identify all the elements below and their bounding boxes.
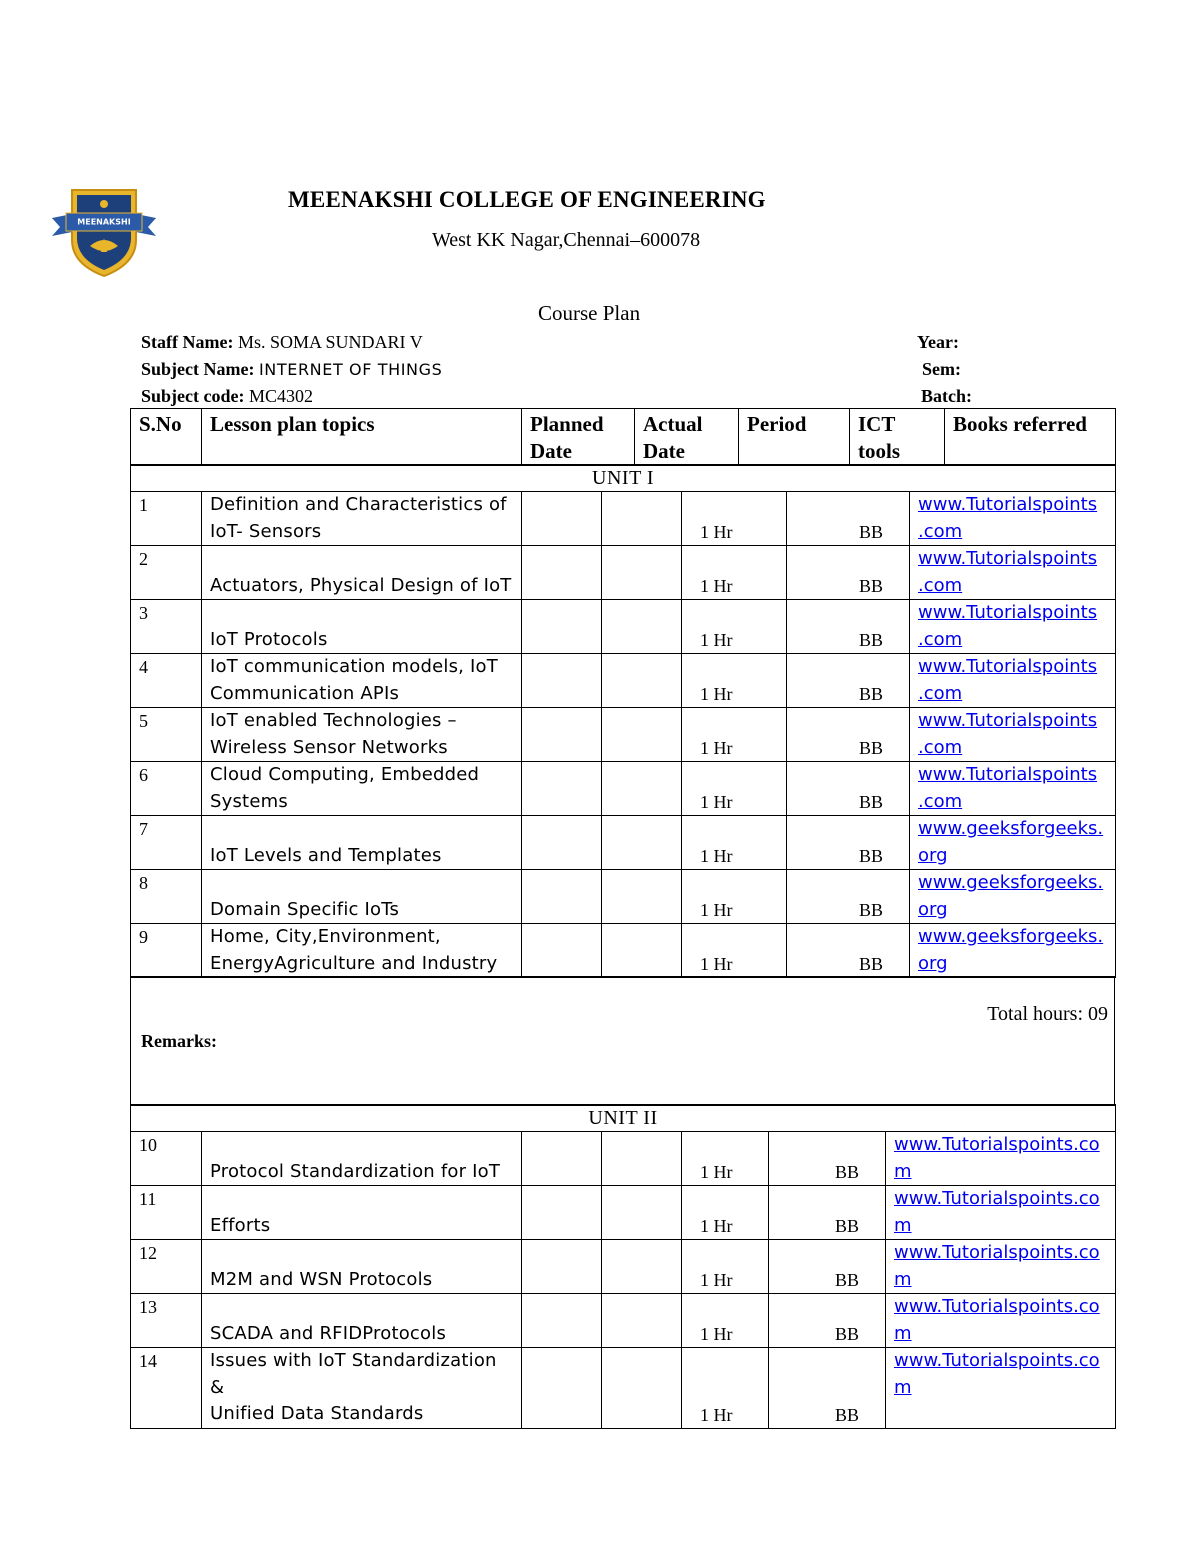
header-planned-date: Planned Date xyxy=(522,409,635,466)
row-actual-date[interactable] xyxy=(602,1186,682,1240)
row-book-link[interactable] xyxy=(910,492,1116,546)
row-topic xyxy=(202,870,522,924)
row-actual-date[interactable] xyxy=(602,546,682,600)
year-field xyxy=(917,332,959,353)
link-line-2[interactable]: m xyxy=(894,1322,912,1344)
staff-value: Ms. SOMA SUNDARI V xyxy=(237,332,423,352)
row-ict-tool: BB xyxy=(787,816,910,870)
link-line-1[interactable]: www.Tutorialspoints xyxy=(918,602,1098,623)
table-row xyxy=(131,492,1116,546)
row-planned-date[interactable] xyxy=(522,492,602,546)
row-sno: 5 xyxy=(131,708,202,762)
row-ict-tool: BB xyxy=(769,1186,886,1240)
topic-line-1: Home, City,Environment, xyxy=(210,926,441,947)
link-line-1[interactable]: www.geeksforgeeks. xyxy=(918,818,1104,839)
remarks-label: Remarks: xyxy=(141,1031,217,1051)
table-row xyxy=(131,1348,1116,1429)
row-topic xyxy=(202,654,522,708)
row-actual-date[interactable] xyxy=(602,654,682,708)
table-row xyxy=(131,1186,1116,1240)
row-actual-date[interactable] xyxy=(602,600,682,654)
topic-line-1 xyxy=(210,546,513,573)
topic-line-2: Domain Specific IoTs xyxy=(210,898,400,920)
topic-line-1: Cloud Computing, Embedded xyxy=(210,764,480,785)
row-sno: 8 xyxy=(131,870,202,924)
document-title: Course Plan xyxy=(538,301,641,325)
unit-2-table xyxy=(130,1104,1116,1429)
row-ict-tool: BB xyxy=(769,1240,886,1294)
college-address: West KK Nagar,Chennai–600078 xyxy=(432,229,701,251)
batch-label: Batch: xyxy=(921,386,972,406)
link-line-1[interactable]: www.Tutorialspoints.co xyxy=(894,1188,1100,1209)
unit-2-title: UNIT II xyxy=(131,1105,1116,1132)
row-actual-date[interactable] xyxy=(602,1348,682,1429)
subject-label: Subject Name: xyxy=(141,359,255,379)
row-actual-date[interactable] xyxy=(602,816,682,870)
course-plan-header-table xyxy=(130,408,1116,466)
row-period: 1 Hr xyxy=(682,1348,769,1429)
row-book-link[interactable] xyxy=(910,816,1116,870)
topic-line-2: Protocol Standardization for IoT xyxy=(210,1160,501,1182)
row-period: 1 Hr xyxy=(682,1132,769,1186)
topic-line-1 xyxy=(210,816,513,843)
sem-field xyxy=(922,359,961,380)
header-sno: S.No xyxy=(131,409,202,466)
row-sno: 12 xyxy=(131,1240,202,1294)
row-planned-date[interactable] xyxy=(522,708,602,762)
topic-line-2: M2M and WSN Protocols xyxy=(210,1268,433,1290)
topic-line-1: IoT communication models, IoT xyxy=(210,656,498,677)
row-planned-date[interactable] xyxy=(522,1132,602,1186)
topic-line-2: Actuators, Physical Design of IoT xyxy=(210,574,512,596)
row-actual-date[interactable] xyxy=(602,708,682,762)
row-book-link[interactable] xyxy=(886,1186,1116,1240)
header-actual-date: Actual Date xyxy=(635,409,739,466)
college-logo xyxy=(50,186,158,278)
row-topic xyxy=(202,1240,522,1294)
link-line-2[interactable]: .com xyxy=(918,682,963,704)
row-planned-date[interactable] xyxy=(522,762,602,816)
row-period: 1 Hr xyxy=(682,654,787,708)
row-topic xyxy=(202,762,522,816)
header-ict-tools: ICT tools xyxy=(850,409,945,466)
row-topic xyxy=(202,924,522,978)
link-line-1[interactable]: www.Tutorialspoints xyxy=(918,494,1098,515)
link-line-1[interactable]: www.geeksforgeeks. xyxy=(918,926,1104,947)
row-period: 1 Hr xyxy=(682,1186,769,1240)
row-book-link[interactable] xyxy=(910,600,1116,654)
table-row xyxy=(131,762,1116,816)
topic-line-1 xyxy=(210,1132,513,1159)
row-book-link[interactable] xyxy=(910,654,1116,708)
row-topic xyxy=(202,1348,522,1429)
row-planned-date[interactable] xyxy=(522,600,602,654)
topic-line-1: Issues with IoT Standardization & xyxy=(210,1350,497,1398)
row-actual-date[interactable] xyxy=(602,924,682,978)
topic-line-2: Unified Data Standards xyxy=(210,1403,424,1424)
remarks-table xyxy=(130,976,1115,1106)
link-line-1[interactable]: www.Tutorialspoints xyxy=(918,548,1098,569)
row-period: 1 Hr xyxy=(682,1240,769,1294)
row-ict-tool: BB xyxy=(787,492,910,546)
table-row xyxy=(131,816,1116,870)
row-topic xyxy=(202,492,522,546)
row-book-link[interactable] xyxy=(910,546,1116,600)
topic-line-1 xyxy=(210,1186,513,1213)
link-line-2[interactable]: org xyxy=(918,952,948,974)
link-line-2[interactable]: .com xyxy=(918,628,963,650)
row-sno: 14 xyxy=(131,1348,202,1429)
table-row xyxy=(131,924,1116,978)
link-line-2[interactable]: .com xyxy=(918,574,963,596)
header-row xyxy=(131,409,1116,466)
link-line-1[interactable]: www.Tutorialspoints.co xyxy=(894,1350,1100,1371)
link-line-1[interactable]: www.geeksforgeeks. xyxy=(918,872,1104,893)
row-sno: 9 xyxy=(131,924,202,978)
row-period: 1 Hr xyxy=(682,708,787,762)
link-line-2[interactable]: org xyxy=(918,844,948,866)
total-hours: Total hours: 09 xyxy=(987,1003,1108,1025)
row-planned-date[interactable] xyxy=(522,1294,602,1348)
topic-line-2: IoT- Sensors xyxy=(210,520,322,542)
link-line-2[interactable]: .com xyxy=(918,790,963,812)
row-book-link[interactable] xyxy=(910,870,1116,924)
row-topic xyxy=(202,1132,522,1186)
sem-label: Sem: xyxy=(922,359,961,379)
row-planned-date[interactable] xyxy=(522,924,602,978)
link-line-1[interactable]: www.Tutorialspoints.co xyxy=(894,1134,1100,1155)
topic-line-1 xyxy=(210,870,513,897)
year-label: Year: xyxy=(917,332,959,352)
row-ict-tool: BB xyxy=(787,546,910,600)
row-book-link[interactable] xyxy=(910,924,1116,978)
link-line-1[interactable]: www.Tutorialspoints xyxy=(918,656,1098,677)
topic-line-2: Efforts xyxy=(210,1214,271,1236)
link-line-2[interactable]: m xyxy=(894,1376,912,1398)
link-line-1[interactable]: www.Tutorialspoints.co xyxy=(894,1242,1100,1263)
row-ict-tool: BB xyxy=(787,762,910,816)
table-row xyxy=(131,1132,1116,1186)
code-label: Subject code: xyxy=(141,386,245,406)
link-line-2[interactable]: .com xyxy=(918,736,963,758)
row-ict-tool: BB xyxy=(787,600,910,654)
topic-line-2: Communication APIs xyxy=(210,682,400,704)
table-row xyxy=(131,708,1116,762)
row-ict-tool: BB xyxy=(769,1132,886,1186)
table-row xyxy=(131,600,1116,654)
row-ict-tool: BB xyxy=(787,924,910,978)
row-topic xyxy=(202,600,522,654)
link-line-2[interactable]: m xyxy=(894,1268,912,1290)
row-actual-date[interactable] xyxy=(602,1132,682,1186)
table-row xyxy=(131,1240,1116,1294)
unit-1-table xyxy=(130,464,1116,978)
link-line-2[interactable]: org xyxy=(918,898,948,920)
row-period: 1 Hr xyxy=(682,1294,769,1348)
row-sno: 4 xyxy=(131,654,202,708)
row-planned-date[interactable] xyxy=(522,1348,602,1429)
row-period: 1 Hr xyxy=(682,600,787,654)
row-sno: 7 xyxy=(131,816,202,870)
link-line-2[interactable]: m xyxy=(894,1160,912,1182)
row-topic xyxy=(202,1294,522,1348)
header-topics: Lesson plan topics xyxy=(202,409,522,466)
table-row xyxy=(131,654,1116,708)
topic-line-2: Wireless Sensor Networks xyxy=(210,736,448,758)
header-period: Period xyxy=(739,409,850,466)
row-period: 1 Hr xyxy=(682,546,787,600)
row-book-link[interactable] xyxy=(886,1240,1116,1294)
row-sno: 3 xyxy=(131,600,202,654)
subject-value: INTERNET OF THINGS xyxy=(258,360,443,379)
row-planned-date[interactable] xyxy=(522,816,602,870)
table-row xyxy=(131,1294,1116,1348)
row-sno: 1 xyxy=(131,492,202,546)
row-planned-date[interactable] xyxy=(522,1240,602,1294)
row-sno: 10 xyxy=(131,1132,202,1186)
row-sno: 11 xyxy=(131,1186,202,1240)
row-actual-date[interactable] xyxy=(602,1294,682,1348)
topic-line-2: EnergyAgriculture and Industry xyxy=(210,952,498,974)
unit-1-title: UNIT I xyxy=(131,465,1116,492)
row-topic xyxy=(202,1186,522,1240)
table-row xyxy=(131,870,1116,924)
row-period: 1 Hr xyxy=(682,762,787,816)
row-period: 1 Hr xyxy=(682,924,787,978)
batch-field xyxy=(921,386,972,407)
row-ict-tool: BB xyxy=(787,708,910,762)
topic-line-1 xyxy=(210,600,513,627)
subject-code xyxy=(141,386,313,407)
row-book-link[interactable] xyxy=(910,708,1116,762)
row-period: 1 Hr xyxy=(682,492,787,546)
remarks-cell xyxy=(131,977,1115,1106)
link-line-1[interactable]: www.Tutorialspoints xyxy=(918,764,1098,785)
link-line-2[interactable]: m xyxy=(894,1214,912,1236)
row-ict-tool: BB xyxy=(787,870,910,924)
row-planned-date[interactable] xyxy=(522,654,602,708)
link-line-2[interactable]: .com xyxy=(918,520,963,542)
college-name: MEENAKSHI COLLEGE OF ENGINEERING xyxy=(288,187,766,212)
row-ict-tool: BB xyxy=(769,1348,886,1429)
link-line-1[interactable]: www.Tutorialspoints xyxy=(918,710,1098,731)
header-books-referred: Books referred xyxy=(945,409,1116,466)
row-sno: 13 xyxy=(131,1294,202,1348)
staff-name xyxy=(141,332,423,353)
link-line-1[interactable]: www.Tutorialspoints.co xyxy=(894,1296,1100,1317)
topic-line-1: Definition and Characteristics of xyxy=(210,494,507,515)
row-actual-date[interactable] xyxy=(602,762,682,816)
staff-label: Staff Name: xyxy=(141,332,234,352)
topic-line-1: IoT enabled Technologies – xyxy=(210,710,457,731)
row-sno: 6 xyxy=(131,762,202,816)
row-planned-date[interactable] xyxy=(522,546,602,600)
topic-line-2: Systems xyxy=(210,790,288,812)
svg-text:MEENAKSHI: MEENAKSHI xyxy=(77,217,131,227)
topic-line-1 xyxy=(210,1294,513,1321)
topic-line-2: SCADA and RFIDProtocols xyxy=(210,1322,447,1344)
row-actual-date[interactable] xyxy=(602,870,682,924)
row-topic xyxy=(202,708,522,762)
row-planned-date[interactable] xyxy=(522,870,602,924)
row-ict-tool: BB xyxy=(787,654,910,708)
row-topic xyxy=(202,546,522,600)
row-book-link[interactable] xyxy=(886,1294,1116,1348)
row-actual-date[interactable] xyxy=(602,1240,682,1294)
row-period: 1 Hr xyxy=(682,816,787,870)
row-sno: 2 xyxy=(131,546,202,600)
row-period: 1 Hr xyxy=(682,870,787,924)
row-topic xyxy=(202,816,522,870)
row-planned-date[interactable] xyxy=(522,1186,602,1240)
topic-line-2: IoT Levels and Templates xyxy=(210,844,442,866)
table-row xyxy=(131,546,1116,600)
row-book-link[interactable] xyxy=(910,762,1116,816)
code-value: MC4302 xyxy=(248,386,313,406)
topic-line-1 xyxy=(210,1240,513,1267)
subject-name xyxy=(141,359,442,380)
row-ict-tool: BB xyxy=(769,1294,886,1348)
row-actual-date[interactable] xyxy=(602,492,682,546)
topic-line-2: IoT Protocols xyxy=(210,628,328,650)
row-book-link[interactable] xyxy=(886,1348,1116,1429)
row-book-link[interactable] xyxy=(886,1132,1116,1186)
